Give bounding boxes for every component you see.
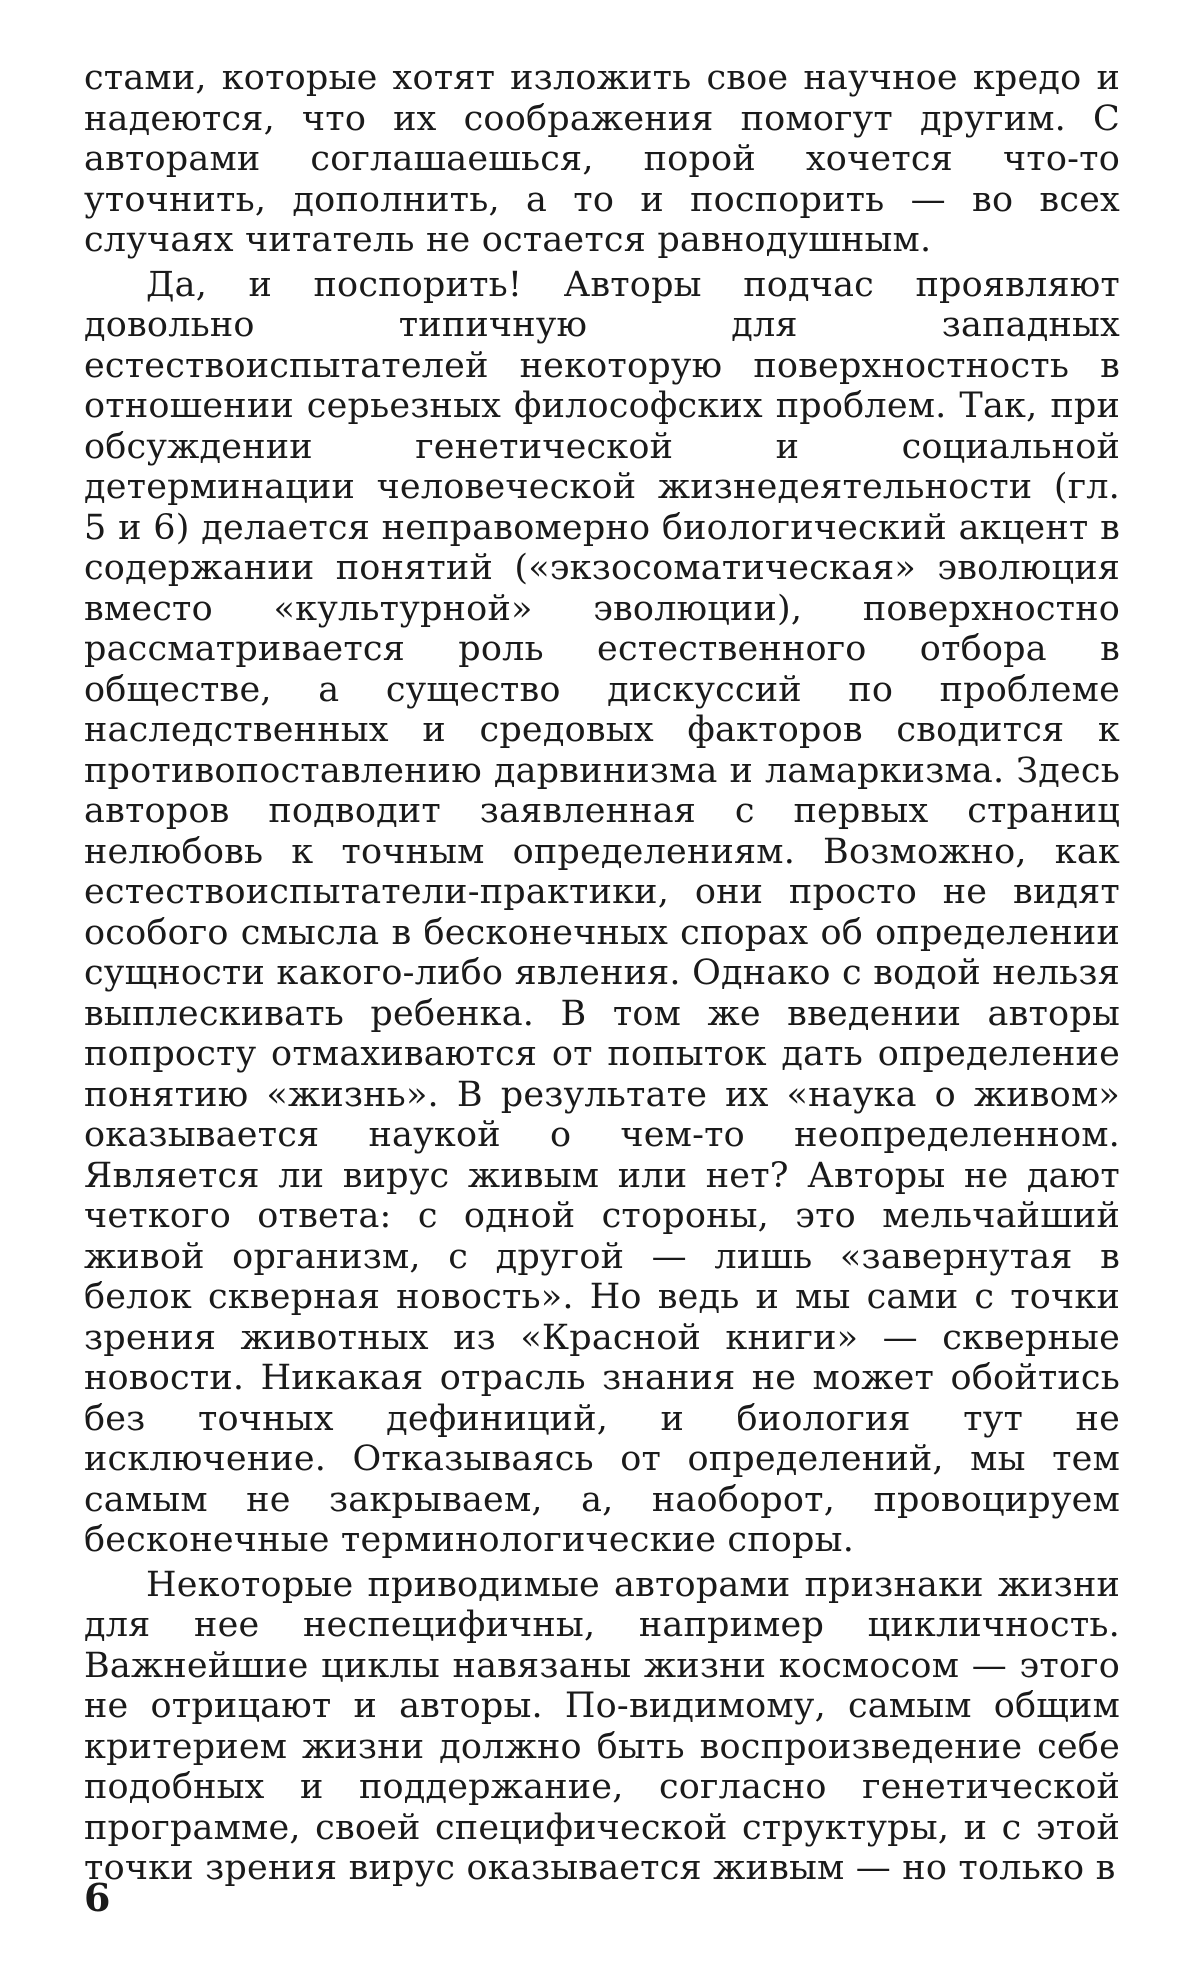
page-number: 6: [84, 1875, 111, 1920]
body-text: [84, 58, 1120, 1893]
paragraph-argue: Да, и поспорить! Авторы подчас проявляют довольно типичную для западных естествоиспытателей некоторую поверхностность в отношении серьезных философских проблем. Так, при обсуждении генетической и социальной детерминации человеческой жизнедеятельности (гл. 5 и 6) делается неправомерно биологический акцент в содержании понятий («экзосоматическая» эволюция вместо «культурной» эволюции), поверхностно рассматривается роль естественного отбора в обществе, а существо дискуссий по проблеме наследственных и средовых факторов сводится к противопоставлению дарвинизма и ламаркизма. Здесь авторов подводит заявленная с первых страниц нелюбовь к точным определениям. Возможно, как естествоиспытатели-практики, они просто не видят особого смысла в бесконечных спорах об определении сущности какого-либо явления. Однако с водой нельзя выплескивать ребенка. В том же введении авторы попросту отмахиваются от попыток дать определение понятию «жизнь». В результате их «наука о живом» оказывается наукой о чем-то неопределенном. Является ли вирус живым или нет? Авторы не дают четкого ответа: с одной стороны, это мельчайший живой организм, с другой — лишь «завернутая в белок скверная новость». Но ведь и мы сами с точки зрения животных из «Красной книги» — скверные новости. Никакая отрасль знания не может обойтись без точных дефиниций, и биология тут не исключение. Отказываясь от определений, мы тем самым не закрываем, а, наоборот, провоцируем бесконечные терминологические споры.: [84, 264, 1120, 1560]
paragraph-life-criteria: Некоторые приводимые авторами признаки жизни для нее неспецифичны, например цикличность. Важнейшие циклы навязаны жизни космосом — этого не отрицают и авторы. По-видимому, самым общим критерием жизни должно быть воспроизведение себе подобных и поддержание, согласно генетической программе, своей специфической структуры, и с этой точки зрения вирус оказывается живым — но только в: [84, 1564, 1120, 1888]
paragraph-continuation: стами, которые хотят изложить свое научное кредо и надеются, что их соображения помогут другим. С авторами соглашаешься, порой хочется что-то уточнить, дополнить, а то и поспорить — во всех случаях читатель не остается равнодушным.: [84, 58, 1120, 260]
